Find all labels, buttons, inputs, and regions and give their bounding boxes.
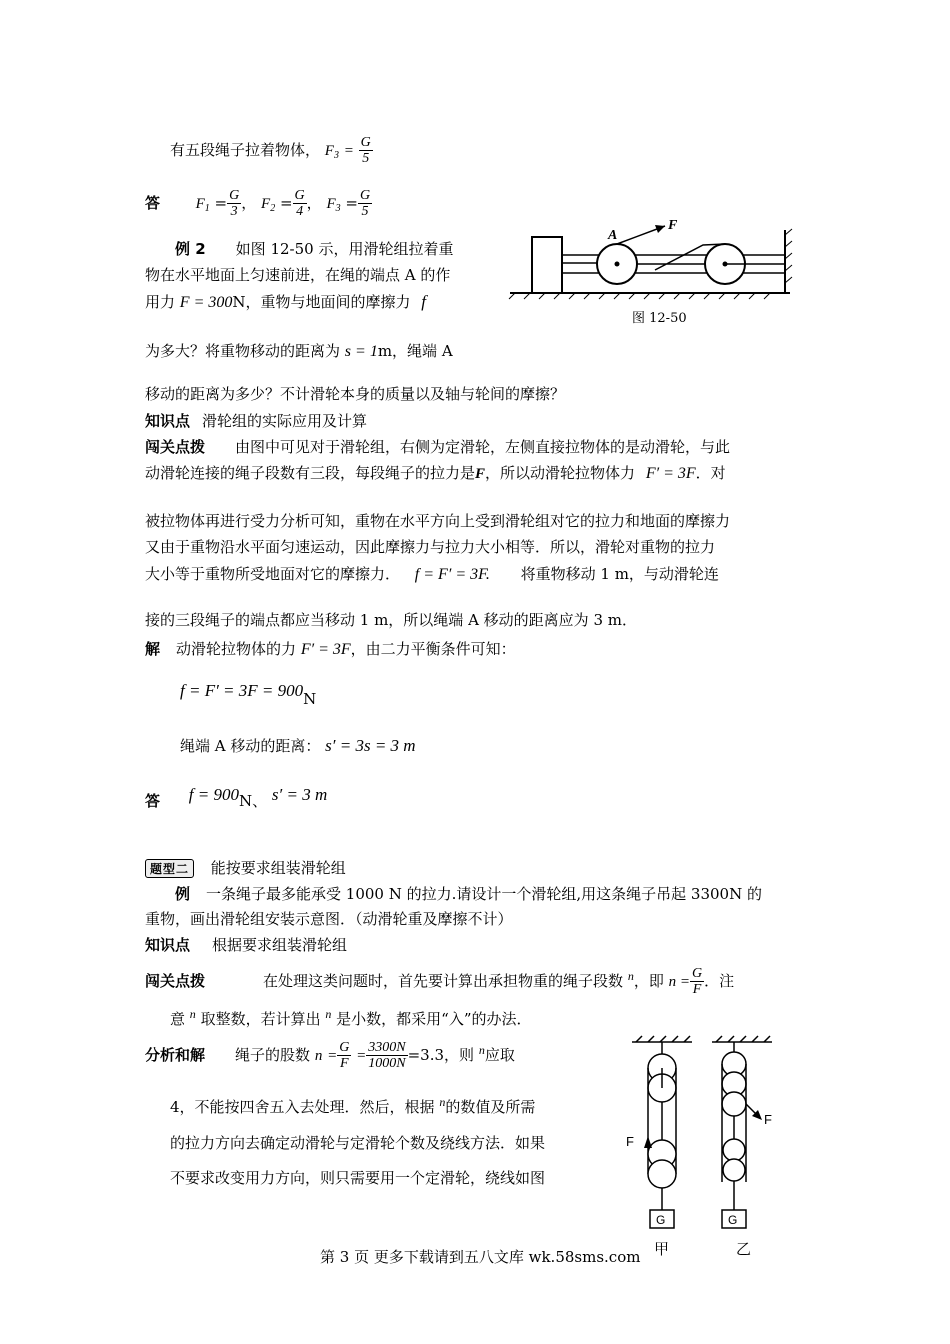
figure-caption: 图 12-50 (632, 311, 687, 326)
example-3-line1: 例 一条绳子最多能承受 1000 N 的拉力.请设计一个滑轮组,用这条绳子吊起 3300N 的 (175, 885, 762, 903)
page-footer: 第 3 页 更多下载请到五八文库 wk.58sms.com (320, 1248, 641, 1266)
hint-2-line1: 闯关点拨 在处理这类问题时，首先要计算出承担物重的绳子段数 $^n$，即 n = $\frac{G}{F}$ ．注 (145, 966, 735, 998)
jia-label-f: F (626, 1134, 634, 1149)
hint-1-line5: 大小等于重物所受地面对它的摩擦力． f = F′ = 3F. 将重物移动 1 m，与动滑轮连 (145, 565, 719, 583)
fraction-g-over-5: $\frac{G}{5}$ (360, 135, 371, 167)
hint-1-line3: 被拉物体再进行受力分析可知，重物在水平方向上受到滑轮组对它的拉力和地面的摩擦力 (145, 512, 731, 530)
answer-2: 答 f = 900N、 s′ = 3 m (145, 785, 328, 810)
figure-label-f: F (668, 218, 678, 233)
example-2-line1: 例 2 如图 12-50 示，用滑轮组拉着重 (175, 240, 454, 258)
solution-1-line1: 解 动滑轮拉物体的力 F′ = 3F，由二力平衡条件可知： (145, 640, 516, 658)
hint-1-line2: 动滑轮连接的绳子段数有三段，每段绳子的拉力是F，所以动滑轮拉物体力 F′ = 3F．对 (145, 464, 726, 482)
figure-12-50 (505, 215, 805, 305)
figure-yi (712, 1036, 772, 1228)
jia-force-arrow (644, 1136, 652, 1148)
analysis-line4: 不要求改变用力方向，则只需要用一个定滑轮，绕线如图 (170, 1169, 546, 1187)
example-2-line5: 移动的距离为多少？不计滑轮本身的质量以及轴与轮间的摩擦？ (145, 385, 566, 403)
solution-1-equation: f = F′ = 3F = 900N (180, 681, 317, 708)
analysis-line1: 分析和解 绳子的股数 n = $\frac{G}{F}$ = $\frac{3300N}{1000N}$ =3.3，则 $^n$应取 (145, 1040, 515, 1072)
analysis-line3: 的拉力方向去确定动滑轮与定滑轮个数及绕线方法．如果 (170, 1134, 546, 1152)
question-type-badge: 题型二 (145, 859, 194, 878)
force-arrowhead (655, 225, 665, 233)
yi-label-f: F (764, 1112, 772, 1127)
figure-jia (632, 1036, 692, 1228)
example-2-line4: 为多大？将重物移动的距离为 s = 1m，绳端 A (145, 342, 453, 360)
line-five-segments: 有五段绳子拉着物体， $F_3$ = $\frac{G}{5}$ (170, 135, 371, 167)
figure-label-a: A (608, 228, 618, 243)
example-2-line3: 用力 F = 300N，重物与地面间的摩擦力 f (145, 292, 427, 311)
moving-pulley-axle (615, 262, 620, 267)
question-type-2: 题型二 能按要求组装滑轮组 (145, 857, 346, 878)
pulley-figure-jia-yi (622, 1032, 782, 1262)
jia-label-g: G (656, 1213, 666, 1227)
wall-hatch (785, 229, 792, 283)
hint-1-line6: 接的三段绳子的端点都应当移动 1 m，所以绳端 A 移动的距离应为 3 m． (145, 611, 637, 629)
knowledge-point-2: 知识点 根据要求组装滑轮组 (145, 936, 348, 954)
answer-1: 答 $F_1$ = $\frac{G}{3}$ ， $F_2$ = $\frac{G}{4}$ ， $F_3$ = $\frac{G}{5}$ (145, 188, 371, 220)
example-2-line2: 物在水平地面上匀速前进，在绳的端点 A 的作 (145, 266, 451, 284)
hint-1-line1: 闯关点拨 由图中可见对于滑轮组，右侧为定滑轮，左侧直接拉物体的是动滑轮，与此 (145, 438, 731, 456)
yi-caption: 乙 (736, 1240, 752, 1258)
heavy-block (532, 237, 562, 293)
analysis-line2: 4，不能按四舍五入去处理．然后，根据 $^n$的数值及所需 (170, 1095, 536, 1116)
yi-label-g: G (728, 1213, 738, 1227)
hint-1-line4: 又由于重物沿水平面匀速运动，因此摩擦力与拉力大小相等．所以，滑轮对重物的拉力 (145, 538, 716, 556)
example-3-line2: 重物，画出滑轮组安装示意图．（动滑轮重及摩擦不计） (145, 910, 513, 928)
jia-caption: 甲 (654, 1240, 670, 1258)
knowledge-point-1: 知识点 滑轮组的实际应用及计算 (145, 412, 368, 430)
solution-1-distance: 绳端 A 移动的距离： s′ = 3s = 3 m (180, 736, 416, 755)
hint-2-line2: 意 $^n$ 取整数，若计算出 $^n$ 是小数，都采用“入”的办法． (170, 1007, 532, 1028)
